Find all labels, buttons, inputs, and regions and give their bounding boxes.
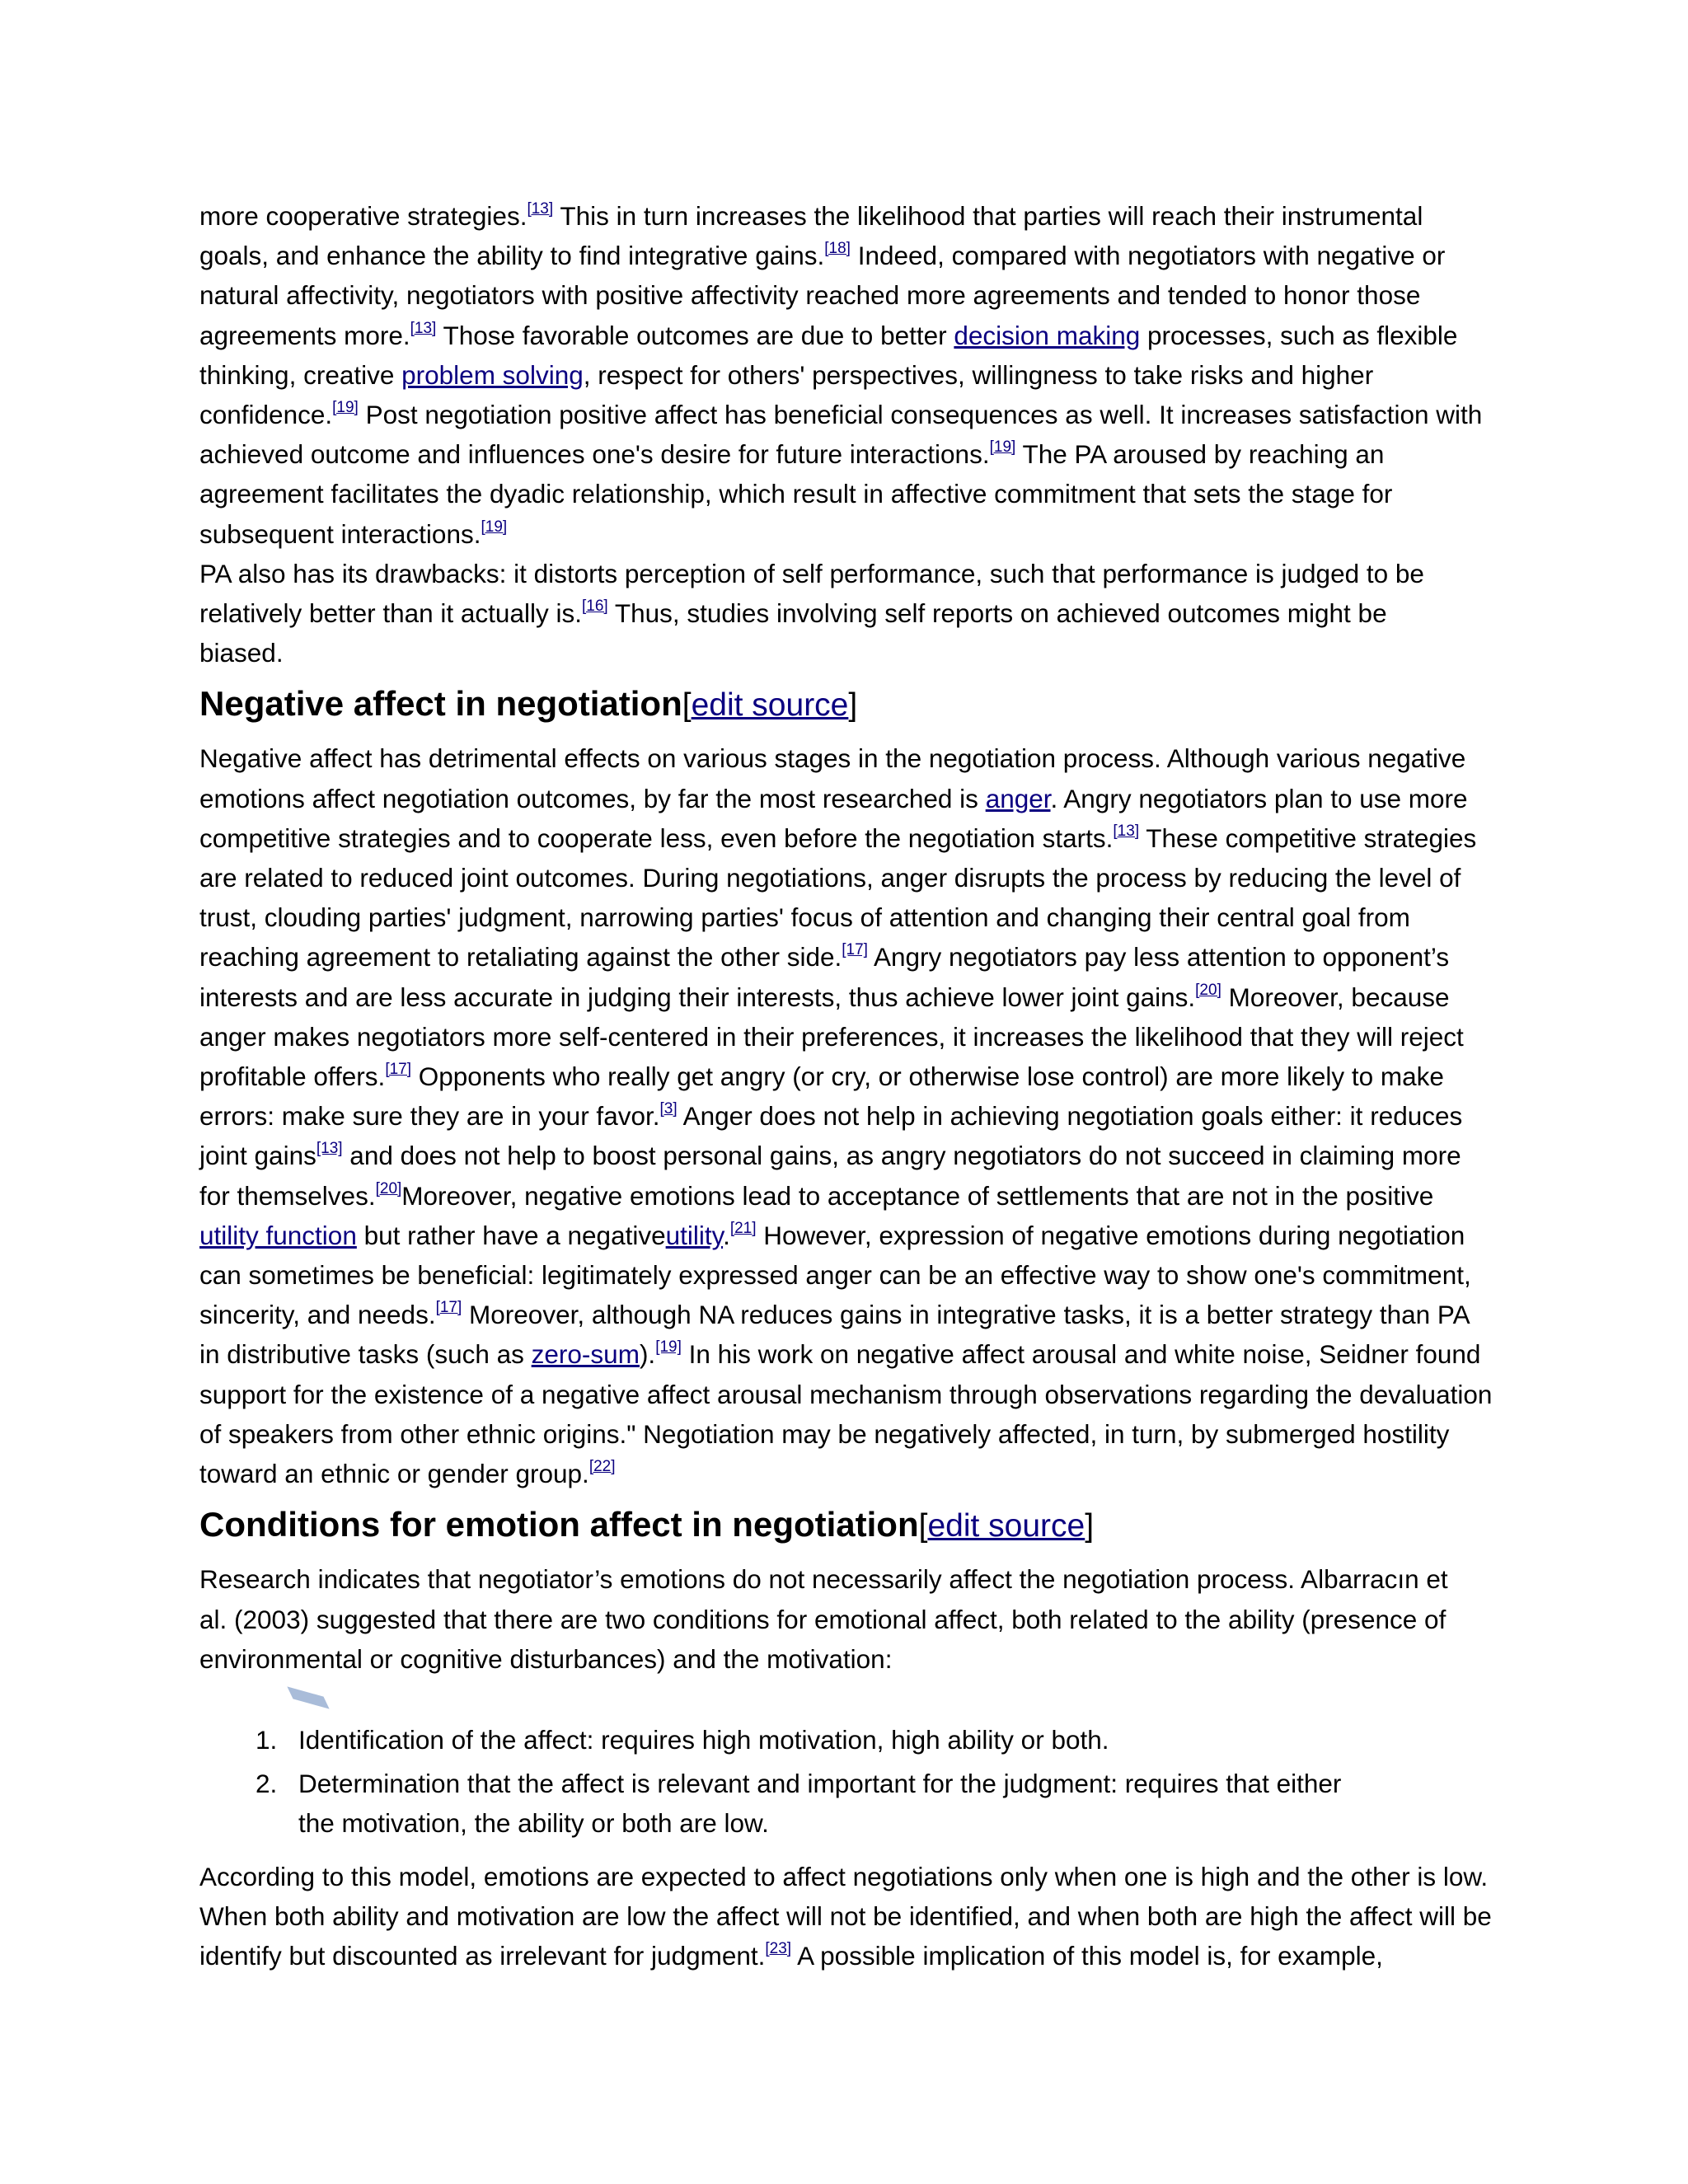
citation-link[interactable]: [17] [435, 1299, 462, 1317]
article-body [199, 196, 1493, 1975]
text: , respect for others' perspectives, willingness to take risks and higher confidence. [199, 359, 1374, 430]
citation-link[interactable]: [22] [588, 1458, 616, 1476]
citation-link[interactable]: [13] [527, 200, 554, 218]
list-number: 2. [256, 1769, 278, 1799]
bracket-open: [ [682, 687, 692, 724]
text: . [723, 1220, 730, 1250]
citation-link[interactable]: [19] [655, 1338, 682, 1357]
citation-20[interactable] [376, 1180, 402, 1197]
text: ). [639, 1339, 656, 1370]
bracket-open: [ [918, 1508, 928, 1544]
text: Moreover, although NA reduces gains in integrative tasks, it is a better strategy than PA in distributive tasks (such as [199, 1300, 1469, 1370]
text: Research indicates that negotiator’s emotions do not necessarily affect the negotiation process. Albarracın et al. (2003) suggested that there are two conditions for emotional affect, both related to the ability (presence of environmental or cognitive disturbances) and the motivation: [199, 1564, 1448, 1674]
citation-3[interactable] [659, 1100, 677, 1118]
heading-conditions [199, 1500, 1493, 1551]
text: Moreover, negative emotions lead to acceptance of settlements that are not in the positive [401, 1180, 1434, 1211]
citation-21[interactable] [730, 1220, 757, 1237]
citation-19[interactable] [655, 1338, 682, 1356]
text: However, expression of negative emotions during negotiation can sometimes be beneficial: legitimately expressed anger can be an effective way to show one's commitment, sincerity, and needs. [199, 1220, 1471, 1330]
citation-17[interactable] [842, 941, 868, 958]
citation-link[interactable]: [16] [581, 598, 608, 616]
text: Thus, studies involving self reports on achieved outcomes might be biased. [199, 598, 1387, 668]
bracket-close: ] [848, 687, 858, 724]
citation-13[interactable] [527, 200, 553, 218]
citation-16[interactable] [582, 598, 608, 615]
bracket-close: ] [1085, 1508, 1095, 1544]
citation-13[interactable] [316, 1140, 343, 1157]
citation-17[interactable] [385, 1061, 411, 1078]
text: Angry negotiators pay less attention to opponent’s interests and are less accurate in judging their interests, thus achieve lower joint gains. [199, 942, 1450, 1012]
link-utility-function[interactable]: utility function [199, 1220, 357, 1250]
list-number: 1. [256, 1724, 278, 1755]
citation-link[interactable]: [13] [316, 1140, 343, 1158]
citation-link[interactable]: [19] [989, 438, 1016, 457]
text: Moreover, because anger makes negotiators more self-centered in their preferences, it increases the likelihood that they will reject profitable offers. [199, 982, 1464, 1092]
text: processes, such as flexible thinking, creative [199, 320, 1458, 390]
heading-title: Negative affect in negotiation [199, 684, 682, 724]
edit-source-link[interactable]: edit source [691, 687, 849, 724]
paragraph-conditions [199, 1559, 1477, 1679]
text: According to this model, emotions are expected to affect negotiations only when one is high and the other is low. When both ability and motivation are low the affect will not be identified, and when both are high the affect will be identify but discounted as irrelevant for judgment. [199, 1861, 1492, 1971]
text: Anger does not help in achieving negotiation goals either: it reduces joint gains [199, 1101, 1463, 1171]
text: more cooperative strategies. [199, 201, 528, 231]
citation-17[interactable] [436, 1299, 462, 1316]
link-utility[interactable]: utility [665, 1220, 724, 1250]
paragraph-pa-drawbacks [199, 554, 1461, 673]
link-anger[interactable]: anger [985, 783, 1051, 813]
text: A possible implication of this model is, for example, [791, 1940, 1383, 1971]
text: Those favorable outcomes are due to better [436, 320, 954, 350]
citation-link[interactable]: [17] [385, 1061, 412, 1079]
paragraph-positive-affect [199, 196, 1485, 554]
citation-link[interactable]: [21] [729, 1219, 757, 1237]
citation-link[interactable]: [19] [332, 399, 359, 417]
link-zero-sum[interactable]: zero-sum [531, 1339, 640, 1370]
text: . Angry negotiators plan to use more competitive strategies and to cooperate less, even before the negotiation starts. [199, 783, 1468, 853]
citation-19[interactable] [990, 438, 1016, 456]
citation-link[interactable]: [23] [765, 1939, 792, 1957]
conditions-list [199, 1720, 1485, 1844]
edit-section [682, 687, 857, 723]
text: Negative affect has detrimental effects on various stages in the negotiation process. Although various negative emotions affect negotiation outcomes, by far the most researched is [199, 743, 1466, 813]
link-problem-solving[interactable]: problem solving [401, 359, 584, 390]
citation-link[interactable]: [13] [410, 319, 437, 337]
citation-link[interactable]: [13] [1113, 822, 1140, 840]
text: These competitive strategies are related to reduced joint outcomes. During negotiations, anger disrupts the process by reducing the level of trust, clouding parties' judgment, narrowing parties' focus of attention and changing their central goal from reaching agreement to retaliating against the other side. [199, 823, 1477, 972]
citation-link[interactable]: [3] [659, 1100, 678, 1118]
edit-source-link[interactable]: edit source [927, 1508, 1085, 1544]
citation-23[interactable] [765, 1940, 791, 1957]
paragraph-negative-affect [199, 738, 1493, 1493]
text: but rather have a negative [356, 1220, 666, 1250]
citation-link[interactable]: [20] [1195, 981, 1221, 999]
link-decision-making[interactable]: decision making [954, 320, 1141, 350]
citation-20[interactable] [1195, 982, 1221, 999]
list-item [199, 1720, 1485, 1760]
paragraph-model [199, 1857, 1493, 1976]
edit-section [919, 1508, 1094, 1544]
citation-18[interactable] [824, 240, 851, 257]
text: In his work on negative affect arousal and white noise, Seidner found support for the existence of a negative affect arousal mechanism through observations regarding the devaluation of speakers from other ethnic origins." Negotiation may be negatively affected, in turn, by submerged hostility toward an ethnic or gender group. [199, 1339, 1493, 1489]
list-item [199, 1764, 1485, 1843]
citation-13[interactable] [410, 320, 437, 337]
citation-link[interactable]: [20] [375, 1179, 402, 1197]
list-text: Determination that the affect is relevant and important for the judgment: requires that either the motivation, the ability or both are low. [298, 1769, 1342, 1839]
citation-13[interactable] [1113, 823, 1139, 840]
text: The PA aroused by reaching an agreement facilitates the dyadic relationship, which result in affective commitment that sets the stage for subsequent interactions. [199, 439, 1393, 549]
text: Post negotiation positive affect has beneficial consequences as well. It increases satisfaction with achieved outcome and influences one's desire for future interactions. [199, 400, 1483, 470]
citation-link[interactable]: [17] [842, 941, 868, 959]
citation-link[interactable]: [18] [824, 240, 851, 258]
list-text: Identification of the affect: requires high motivation, high ability or both. [298, 1724, 1109, 1755]
heading-negative-affect [199, 679, 1493, 730]
text: and does not help to boost personal gains, as angry negotiators do not succeed in claiming more for themselves. [199, 1141, 1461, 1211]
citation-link[interactable]: [19] [481, 518, 508, 536]
text: Indeed, compared with negotiators with negative or natural affectivity, negotiators with positive affectivity reached more agreements and tended to honor those agreements more. [199, 241, 1446, 350]
citation-19[interactable] [481, 518, 507, 536]
text: Opponents who really get angry (or cry, or otherwise lose control) are more likely to make errors: make sure they are in your favor. [199, 1062, 1444, 1132]
citation-22[interactable] [589, 1458, 616, 1475]
text: PA also has its drawbacks: it distorts perception of self performance, such that performance is judged to be relatively better than it actually is. [199, 558, 1424, 629]
citation-19[interactable] [332, 399, 359, 416]
heading-title: Conditions for emotion affect in negotiation [199, 1505, 919, 1544]
text: This in turn increases the likelihood that parties will reach their instrumental goals, and enhance the ability to find integrative gains. [199, 201, 1423, 271]
